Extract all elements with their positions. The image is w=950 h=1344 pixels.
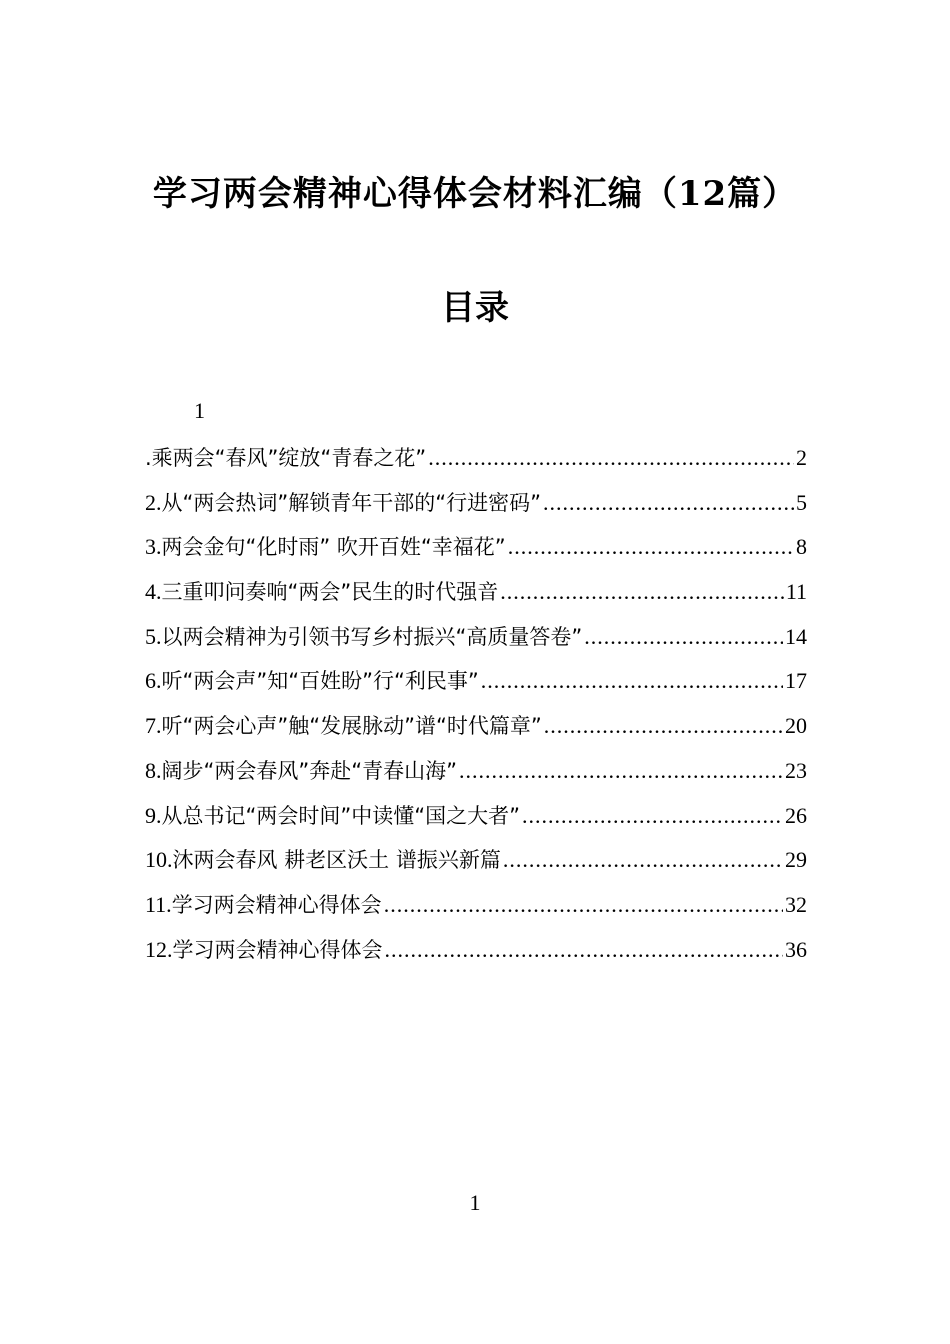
toc-entry-number: 9. [145,802,162,828]
toc-entry-title [145,436,426,481]
toc-entry-title [145,525,506,570]
toc-stray-number: 1 [194,398,205,423]
toc-entry-label: 三重叩问奏响“两会”民生的时代强音 [161,580,499,605]
toc-entry-title [145,928,383,973]
toc-entry-label: 从总书记“两会时间”中读懂“国之大者” [161,803,521,828]
toc-dot-leader [503,838,783,883]
toc-entry-6[interactable] [145,659,807,704]
toc-dot-leader [500,570,784,615]
toc-entry-label: 学习两会精神心得体会 [171,892,382,917]
toc-dot-leader [584,615,783,660]
toc-entry-title [145,659,479,704]
toc-entry-number: 7. [145,713,162,739]
toc-dot-leader [384,883,783,928]
toc-entry-number: 8. [145,757,162,783]
toc-dot-leader [481,659,783,704]
toc-entry-number: 5. [145,623,162,649]
toc-entry-number: 12. [145,936,173,962]
toc-entry-3[interactable] [145,525,807,570]
toc-entry-label: 学习两会精神心得体会 [172,937,383,962]
toc-entry-label: .乘两会“春风”绽放“青春之花” [145,446,427,470]
toc-entry-number: 11. [145,891,172,917]
toc-entry-page: 2 [796,445,807,470]
toc-entry-number: 4. [145,579,162,605]
toc-entry-page: 29 [785,847,807,873]
toc-heading: 目录 [441,288,509,328]
toc-entry-page: 8 [796,534,807,560]
toc-entry-label: 两会金句“化时雨” 吹开百姓“幸福花” [161,535,506,560]
toc-entry-8[interactable] [145,749,807,794]
toc-entry-page: 23 [785,757,807,783]
document-title: 学习两会精神心得体会材料汇编（12篇） [152,174,798,214]
toc-entry-page: 17 [785,668,807,694]
toc-entry-title [145,794,520,839]
toc-dot-leader [543,481,794,526]
toc-entry-10[interactable] [145,838,807,883]
toc-entry-title [145,704,542,749]
toc-entry-label: 听“两会心声”触“发展脉动”谱“时代篇章” [161,714,542,739]
toc-dot-leader [385,928,784,973]
page-number: 1 [469,1190,481,1215]
toc-entry-page: 11 [785,579,807,605]
toc-entry-title [145,570,498,615]
toc-entry-label: 听“两会声”知“百姓盼”行“利民事” [161,669,479,694]
toc-entry-title [145,481,541,526]
toc-dot-leader [508,525,794,570]
toc-entry-label: 阔步“两会春风”奔赴“青春山海” [161,758,458,783]
toc-dot-leader [428,436,794,481]
toc-entry-number: 3. [145,534,162,560]
toc-dot-leader [522,794,783,839]
toc-entry-7[interactable] [145,704,807,749]
toc-entry-page: 32 [785,891,807,917]
toc-dot-leader [459,749,783,794]
toc-entry-number: 10. [145,847,173,873]
toc-entry-page: 14 [785,623,807,649]
toc-entry-page: 36 [785,936,807,962]
toc-entry-11[interactable] [145,883,807,928]
toc-dot-leader [544,704,783,749]
toc-entry-12[interactable] [145,928,807,973]
toc-entry-1[interactable] [145,436,807,481]
toc-entry-number: 6. [145,668,162,694]
toc-entry-page: 26 [785,802,807,828]
toc-entry-4[interactable] [145,570,807,615]
toc-entry-title [145,883,382,928]
table-of-contents [145,436,807,972]
toc-entry-title [145,749,457,794]
toc-entry-number: 2. [145,489,162,515]
toc-entry-label: 沐两会春风 耕老区沃土 谱振兴新篇 [172,848,501,873]
toc-entry-page: 5 [796,489,807,515]
toc-entry-title [145,615,582,660]
toc-entry-label: 从“两会热词”解锁青年干部的“行进密码” [161,490,542,515]
toc-entry-page: 20 [785,713,807,739]
toc-entry-label: 以两会精神为引领书写乡村振兴“高质量答卷” [161,624,583,649]
toc-entry-2[interactable] [145,481,807,526]
toc-entry-5[interactable] [145,615,807,660]
toc-entry-title [145,838,501,883]
toc-entry-9[interactable] [145,794,807,839]
